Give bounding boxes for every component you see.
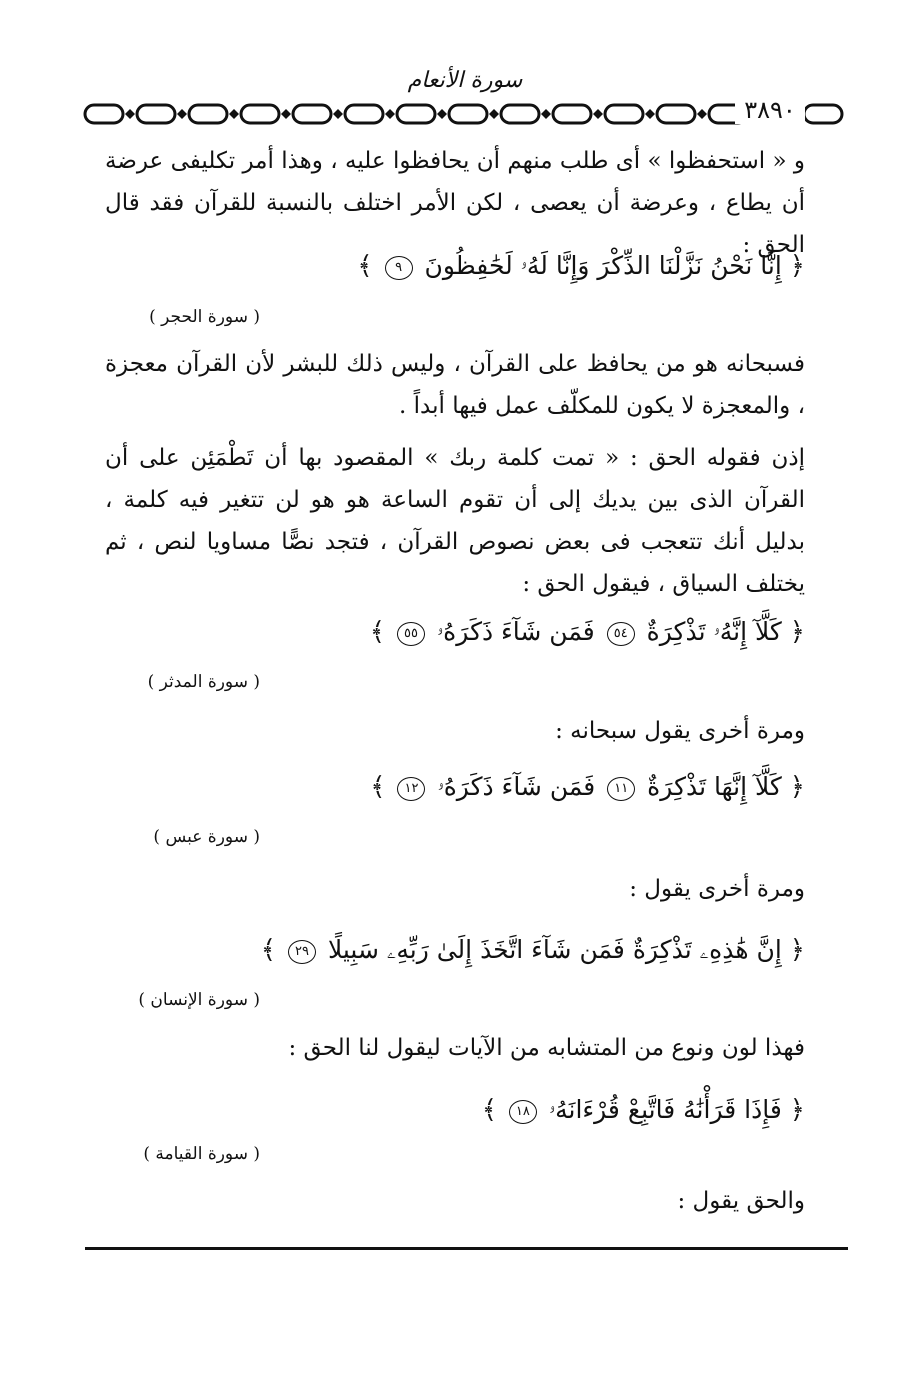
quran-verse-4 xyxy=(250,928,805,972)
verse-text: إِنَّا نَحْنُ نَزَّلْنَا الذِّكْرَ وَإِنَّا لَهُۥ لَحَٰفِظُونَ xyxy=(424,251,782,280)
paragraph-6: فهذا لون ونوع من المتشابه من الآيات ليقول لنا الحق : xyxy=(288,1035,805,1061)
verse-text: كَلَّآ إِنَّهُۥ تَذْكِرَةٌ xyxy=(646,617,782,646)
verse-open-bracket: ﴿ xyxy=(789,772,805,802)
verse-text: كَلَّآ إِنَّهَا تَذْكِرَةٌ xyxy=(647,772,782,801)
paragraph-4: ومرة أخرى يقول سبحانه : xyxy=(555,718,805,744)
ayah-number-marker: ١٢ xyxy=(397,777,425,801)
verse-text: فَمَن شَآءَ ذَكَرَهُۥ xyxy=(437,772,596,801)
verse-close-bracket: ﴾ xyxy=(481,1095,497,1125)
surah-reference: ( سورة المدثر ) xyxy=(147,672,260,692)
ayah-number-marker: ١١ xyxy=(607,777,635,801)
ayah-number-marker: ٩ xyxy=(385,256,413,280)
paragraph-3: إذن فقوله الحق : « تمت كلمة ربك » المقصود بها أن تَطْمَئِن على أن القرآن الذى بين يديك إلى أن تقوم الساعة هو هو لن تتغير فيه كلمة ، بدليل أنك تتعجب فى بعض نصوص القرآن ، فتجد نصًّا مساويا لنص ، ثم يختلف السياق ، فيقول الحق : xyxy=(105,445,805,597)
ornamental-chain-border xyxy=(82,98,847,130)
paragraph-1: و « استحفظوا » أى طلب منهم أن يحافظوا عليه ، وهذا أمر تكليفى عرضة أن يطاع ، وعرضة أن يعصى ، لكن الأمر اختلف بالنسبة للقرآن فقد قال الحق : xyxy=(105,148,805,258)
verse-open-bracket: ﴿ xyxy=(789,1095,805,1125)
quran-verse-3 xyxy=(250,765,805,809)
paragraph-5: ومرة أخرى يقول : xyxy=(629,876,805,902)
verse-close-bracket: ﴾ xyxy=(357,251,373,281)
paragraph-2: فسبحانه هو من يحافظ على القرآن ، وليس ذلك للبشر لأن القرآن معجزة ، والمعجزة لا يكون للمكلّف عمل فيها أبداً . xyxy=(105,351,805,419)
surah-reference: ( سورة عبس ) xyxy=(153,827,260,847)
verse-open-bracket: ﴿ xyxy=(789,251,805,281)
quran-verse-1 xyxy=(250,244,805,288)
ayah-number-marker: ٢٩ xyxy=(288,940,316,964)
page-number: ٣٨٩٠ xyxy=(735,96,805,124)
verse-close-bracket: ﴾ xyxy=(370,772,386,802)
ayah-number-marker: ١٨ xyxy=(509,1100,537,1124)
surah-reference: ( سورة الحجر ) xyxy=(149,307,260,327)
surah-reference: ( سورة القيامة ) xyxy=(143,1144,260,1164)
verse-close-bracket: ﴾ xyxy=(260,935,277,965)
quran-verse-2 xyxy=(250,610,805,654)
footer-rule xyxy=(85,1247,848,1250)
verse-open-bracket: ﴿ xyxy=(789,935,805,965)
surah-reference: ( سورة الإنسان ) xyxy=(138,990,260,1010)
running-header-surah-title: سورة الأنعام xyxy=(407,68,523,93)
verse-close-bracket: ﴾ xyxy=(369,617,386,647)
verse-text: فَمَن شَآءَ ذَكَرَهُۥ xyxy=(436,617,595,646)
quran-verse-5 xyxy=(250,1088,805,1132)
verse-text: فَإِذَا قَرَأْنَٰهُ فَاتَّبِعْ قُرْءَانَهُۥ xyxy=(548,1095,782,1124)
ayah-number-marker: ٥٥ xyxy=(397,622,425,646)
verse-text: إِنَّ هَٰذِهِۦ تَذْكِرَةٌ فَمَن شَآءَ اتَّخَذَ إِلَىٰ رَبِّهِۦ سَبِيلًا xyxy=(327,935,782,964)
ayah-number-marker: ٥٤ xyxy=(607,622,635,646)
verse-open-bracket: ﴿ xyxy=(789,617,805,647)
paragraph-7: والحق يقول : xyxy=(677,1188,805,1214)
